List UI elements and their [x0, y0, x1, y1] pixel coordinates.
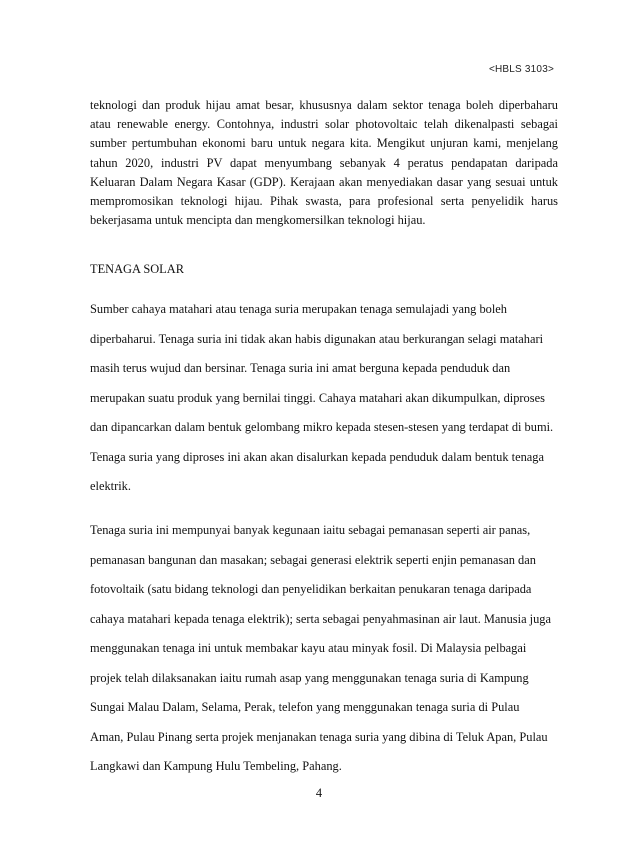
paragraph-line: Tenaga suria yang diproses ini akan akan disalurkan kepada penduduk dalam bentuk tenaga: [90, 449, 544, 464]
paragraph-line: mempromosikan teknologi hijau. Pihak swasta, para profesional serta penyelidik harus: [90, 194, 558, 209]
paragraph-line: projek telah dilaksanakan iaitu rumah asap yang menggunakan tenaga suria di Kampung: [90, 670, 529, 685]
section-heading: TENAGA SOLAR: [90, 262, 184, 276]
header-course-code: <HBLS 3103>: [488, 64, 554, 75]
paragraph-line: Keluaran Dalam Negara Kasar (GDP). Kerajaan akan menyediakan dasar yang sesuai untuk: [90, 174, 558, 189]
paragraph-line: diperbaharui. Tenaga suria ini tidak akan habis digunakan atau berkurangan selagi matahari: [90, 331, 544, 346]
paragraph-line: Tenaga suria ini mempunyai banyak kegunaan iaitu sebagai pemanasan seperti air panas,: [90, 523, 531, 537]
paragraph-line: tahun 2020, industri PV dapat menyumbang sebanyak 4 peratus pendapatan daripada: [90, 155, 558, 170]
page-number: 4: [315, 786, 323, 800]
paragraph-line: Aman, Pulau Pinang serta projek menjanakan tenaga suria yang dibina di Teluk Apan, Pulau: [90, 729, 548, 744]
paragraph-line: Sungai Malau Dalam, Selama, Perak, telefon yang menggunakan tenaga suria di Pulau: [90, 700, 520, 714]
paragraph-solar-uses: [90, 521, 558, 787]
paragraph-line: menggunakan tenaga ini untuk membakar kayu atau minyak fosil. Di Malaysia pelbagai: [90, 641, 527, 655]
paragraph-line: Sumber cahaya matahari atau tenaga suria merupakan tenaga semulajadi yang boleh: [90, 302, 507, 316]
paragraph-line: bekerjasama untuk mencipta dan mengkomersilkan teknologi hijau.: [90, 213, 426, 228]
paragraph-line: merupakan suatu produk yang bernilai tinggi. Cahaya matahari akan dikumpulkan, diproses: [90, 390, 545, 405]
paragraph-line: sumber pertumbuhan ekonomi baru untuk negara kita. Mengikut unjuran kami, menjelang: [90, 136, 558, 151]
paragraph-solar-energy: [90, 300, 558, 507]
paragraph-line: cahaya matahari kepada tenaga elektrik); serta sebagai penyahmasinan air laut. Manusia juga: [90, 611, 552, 626]
paragraph-line: elektrik.: [90, 479, 131, 493]
paragraph-line: dan dipancarkan dalam bentuk gelombang mikro kepada stesen-stesen yang terdapat di bumi.: [90, 420, 554, 434]
paragraph-line: Langkawi dan Kampung Hulu Tembeling, Pahang.: [90, 759, 342, 773]
paragraph-line: teknologi dan produk hijau amat besar, khususnya dalam sektor tenaga boleh diperbaharu: [90, 98, 558, 112]
paragraph-line: fotovoltaik (satu bidang teknologi dan penyelidikan berkaitan penukaran tenaga daripada: [90, 582, 532, 596]
paragraph-green-technology: [90, 96, 558, 230]
paragraph-line: atau renewable energy. Contohnya, industri solar photovoltaic telah dikenalpasti sebagai: [90, 117, 558, 132]
paragraph-line: pemanasan bangunan dan masakan; sebagai generasi elektrik seperti enjin pemanasan dan: [90, 552, 536, 567]
paragraph-line: masih terus wujud dan bersinar. Tenaga suria ini amat berguna kepada penduduk dan: [90, 361, 511, 375]
